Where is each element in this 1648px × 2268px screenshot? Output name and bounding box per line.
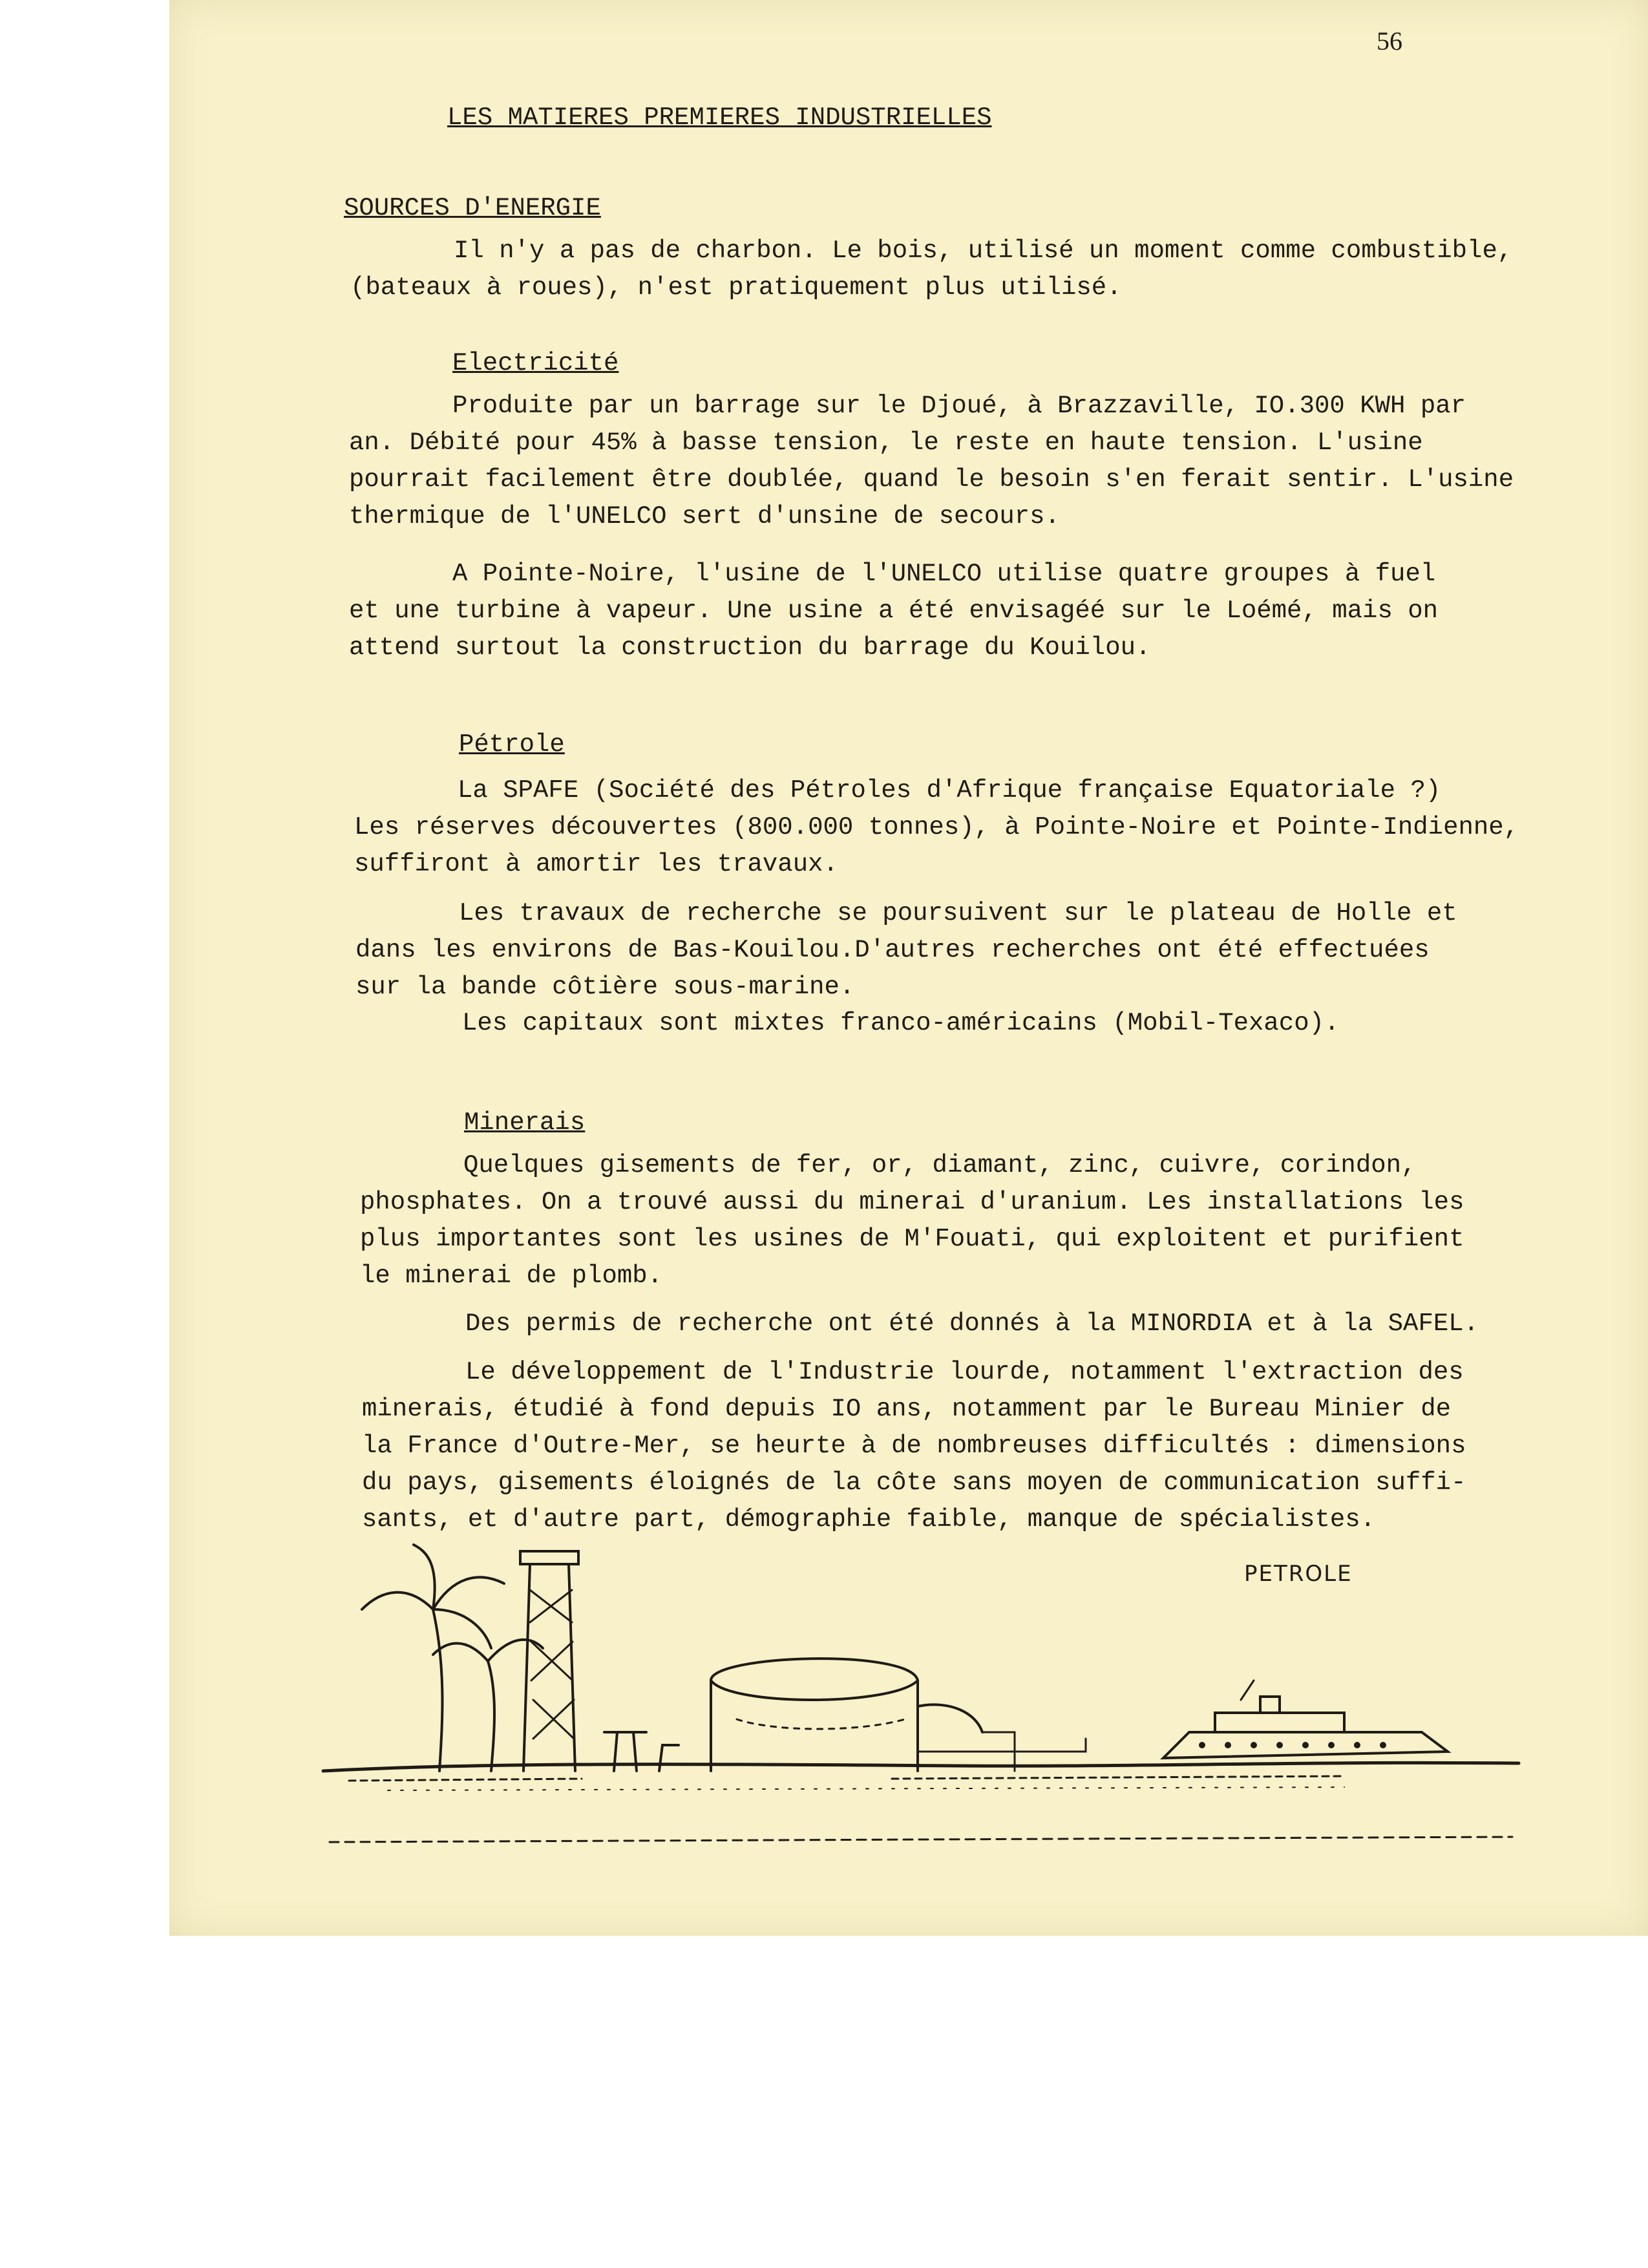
text-line: attend surtout la construction du barrage du Kouilou. xyxy=(349,633,1151,662)
text-line: Quelques gisements de fer, or, diamant, zinc, cuivre, corindon, xyxy=(463,1151,1417,1180)
text-line: la France d'Outre-Mer, se heurte à de nombreuses difficultés : dimensions xyxy=(362,1432,1466,1460)
paragraph-petrole-recherche xyxy=(355,895,1457,1006)
text-line: le minerai de plomb. xyxy=(360,1262,663,1290)
paragraph-minerais-gisements xyxy=(360,1147,1464,1295)
paragraph-petrole-spafe xyxy=(354,772,1519,883)
text-line: sur la bande côtière sous-marine. xyxy=(355,973,855,1001)
text-line: minerais, étudié à fond depuis IO ans, notamment par le Bureau Minier de xyxy=(362,1395,1452,1423)
paragraph-electricite-pointe-noire xyxy=(349,556,1438,666)
paragraph-electricite-brazzaville xyxy=(349,388,1514,535)
text-line: an. Débité pour 45% à basse tension, le reste en haute tension. L'usine xyxy=(349,429,1423,457)
page-title: LES MATIERES PREMIERES INDUSTRIELLES xyxy=(447,103,992,132)
paragraph-minerais-industrie xyxy=(362,1354,1466,1538)
text-line: suffiront à amortir les travaux. xyxy=(354,850,838,878)
text-line: plus importantes sont les usines de M'Fouati, qui exploitent et purifient xyxy=(360,1225,1464,1253)
paragraph-minerais-permis xyxy=(362,1306,1479,1342)
text-line: (bateaux à roues), n'est pratiquement plus utilisé. xyxy=(350,273,1122,302)
text-line: phosphates. On a trouvé aussi du minerai d'uranium. Les installations les xyxy=(360,1188,1464,1216)
heading-electricite: Electricité xyxy=(452,349,619,377)
paragraph-energie-intro xyxy=(350,233,1512,306)
text-line: Les capitaux sont mixtes franco-américains (Mobil-Texaco). xyxy=(462,1009,1340,1037)
text-line: et une turbine à vapeur. Une usine a été envisagéé sur le Loémé, mais on xyxy=(349,597,1439,625)
text-line: du pays, gisements éloignés de la côte sans moyen de communication suffi- xyxy=(362,1468,1466,1497)
text-line: La SPAFE (Société des Pétroles d'Afrique française Equatoriale ?) xyxy=(458,776,1441,805)
text-line: Produite par un barrage sur le Djoué, à Brazzaville, IO.300 KWH par xyxy=(452,392,1466,420)
text-line: pourrait facilement être doublée, quand le besoin s'en ferait sentir. L'usine xyxy=(349,465,1514,494)
oil-refinery-sketch-icon xyxy=(310,1538,1532,1887)
text-line: sants, et d'autre part, démographie faible, manque de spécialistes. xyxy=(362,1505,1376,1534)
text-line: A Pointe-Noire, l'usine de l'UNELCO utilise quatre groupes à fuel xyxy=(452,560,1436,588)
text-line: Les réserves découvertes (800.000 tonnes), à Pointe-Noire et Pointe-Indienne, xyxy=(354,813,1519,842)
heading-sources-energie: SOURCES D'ENERGIE xyxy=(344,194,601,222)
page-number: 56 xyxy=(1377,26,1402,56)
text-line: Le développement de l'Industrie lourde, notamment l'extraction des xyxy=(465,1358,1464,1386)
text-line: Des permis de recherche ont été donnés à la MINORDIA et à la SAFEL. xyxy=(465,1309,1479,1338)
text-line: Les travaux de recherche se poursuivent sur le plateau de Holle et xyxy=(459,899,1457,927)
heading-minerais: Minerais xyxy=(464,1108,586,1137)
text-line: thermique de l'UNELCO sert d'unsine de secours. xyxy=(349,502,1060,531)
illustration-caption: PETROLE xyxy=(1244,1561,1353,1587)
paragraph-petrole-capitaux xyxy=(355,1005,1339,1042)
text-line: Il n'y a pas de charbon. Le bois, utilisé un moment comme combustible, xyxy=(454,237,1513,265)
text-line: dans les environs de Bas-Kouilou.D'autres recherches ont été effectuées xyxy=(355,936,1430,964)
heading-petrole: Pétrole xyxy=(459,730,565,759)
